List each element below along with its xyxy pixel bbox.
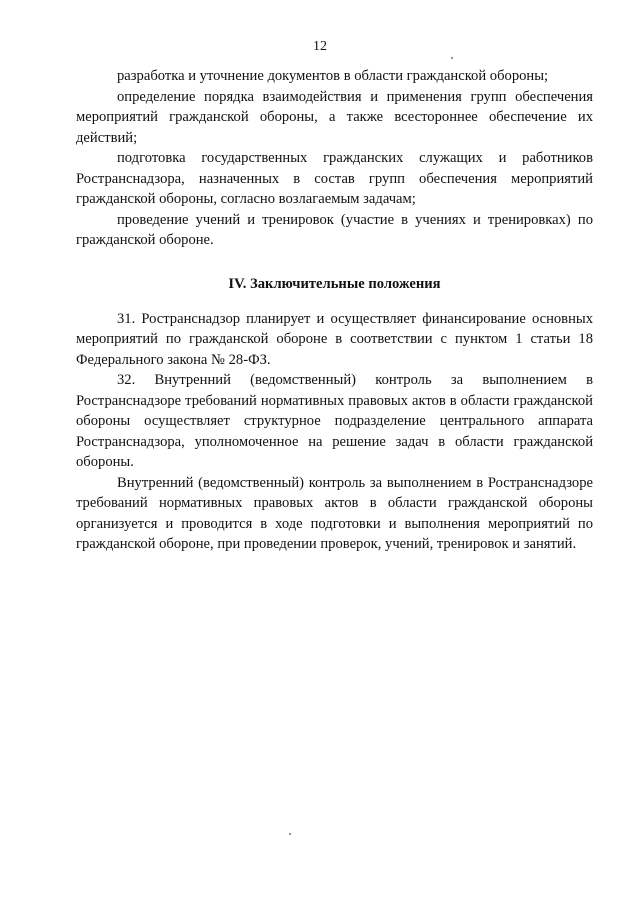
- paragraph-staff-training: подготовка государственных гражданских служащих и работников Ространснадзора, назначенных в состав групп обеспечения мероприятий гражданской обороны, согласно возлагаемым задачам;: [76, 150, 593, 207]
- paragraph-gd-documents: разработка и уточнение документов в области гражданской обороны;: [117, 68, 549, 84]
- page-number: 12: [313, 39, 327, 54]
- scan-speck: [451, 57, 453, 59]
- paragraph-exercises: проведение учений и тренировок (участие в учениях и тренировках) по гражданской обороне.: [76, 211, 593, 248]
- paragraph-item-32: 32. Внутренний (ведомственный) контроль за выполнением в Ространснадзоре требований нормативных правовых актов в области гражданской обороны осуществляет структурное подразделение центрального аппарата Ространснадзора, уполномоченное на решение задач в области гражданской обороны.: [76, 372, 593, 470]
- scan-speck: [289, 833, 291, 835]
- paragraph-internal-control: Внутренний (ведомственный) контроль за выполнением в Ространснадзоре требований нормативных правовых актов в области гражданской обороны организуется и проводится в ходе подготовки и выполнения мероприятий по гражданской обороне, при проведении проверок, учений, тренировок и занятий.: [76, 474, 593, 552]
- paragraph-item-31: 31. Ространснадзор планирует и осуществляет финансирование основных мероприятий по гражданской обороне в соответствии с пунктом 1 статьи 18 Федерального закона № 28-ФЗ.: [76, 310, 593, 368]
- section-heading-final-provisions: IV. Заключительные положения: [228, 275, 441, 292]
- paragraph-interaction-order: определение порядка взаимодействия и применения групп обеспечения мероприятий гражданской обороны, а также всестороннее обеспечение их действий;: [76, 88, 593, 146]
- document-body: [76, 66, 593, 555]
